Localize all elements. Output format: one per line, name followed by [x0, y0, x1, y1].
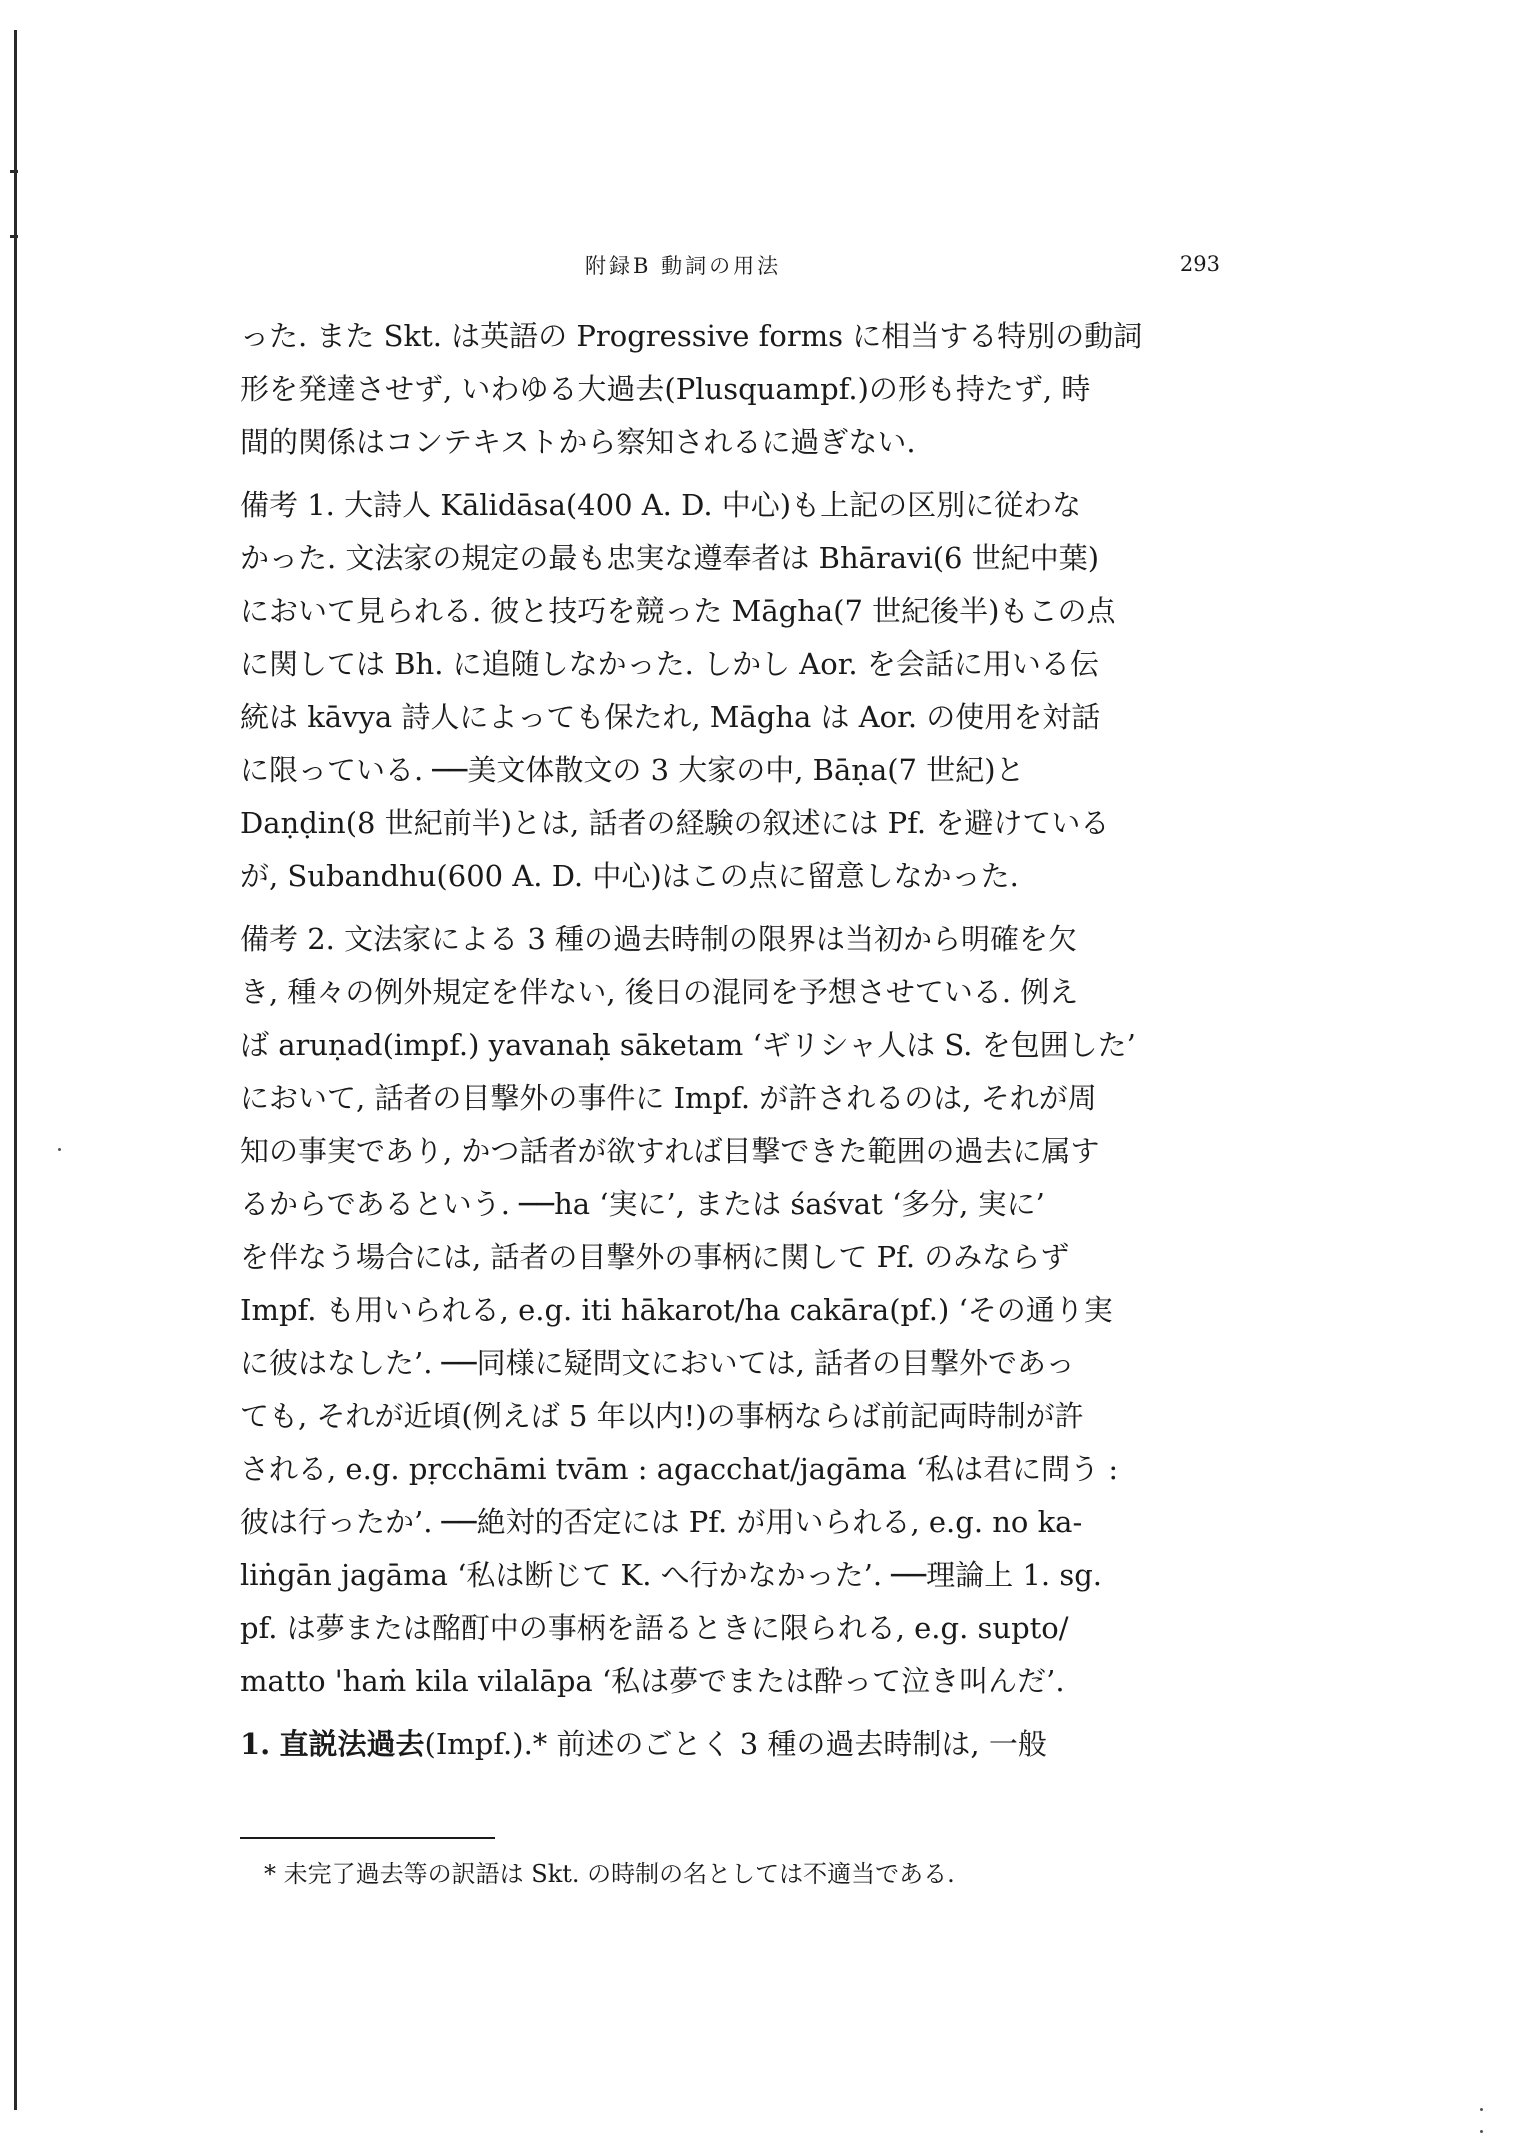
text-line: Impf. も用いられる, e.g. iti hākarot/ha cakāra(pf.) ‘その通り実 — [240, 1293, 1113, 1327]
scan-speck — [1480, 2108, 1483, 2111]
text-line: き, 種々の例外規定を伴ない, 後日の混同を予想させている. 例え — [240, 975, 1079, 1009]
running-head — [240, 250, 1220, 290]
scan-binding-edge — [14, 30, 17, 2110]
text-line: を伴なう場合には, 話者の目撃外の事柄に関して Pf. のみならず — [240, 1240, 1070, 1274]
scan-edge-mark — [10, 235, 18, 238]
text-line: 備考 2. 文法家による 3 種の過去時制の限界は当初から明確を欠 — [240, 922, 1077, 956]
text-line: に関しては Bh. に追随しなかった. しかし Aor. を会話に用いる伝 — [240, 647, 1099, 681]
footnote-rule — [240, 1837, 495, 1839]
page-number: 293 — [1179, 252, 1220, 276]
book-page — [240, 250, 1220, 1891]
text-line: が, Subandhu(600 A. D. 中心)はこの点に留意しなかった. — [240, 859, 1019, 893]
text-line: に限っている. ──美文体散文の 3 大家の中, Bāṇa(7 世紀)と — [240, 753, 1025, 787]
text-line: 統は kāvya 詩人によっても保たれ, Māgha は Aor. の使用を対話 — [240, 700, 1101, 734]
section-heading-rest: (Impf.).* 前述のごとく 3 種の過去時制は, 一般 — [424, 1727, 1047, 1761]
text-line: pf. は夢または酩酊中の事柄を語るときに限られる, e.g. supto/ — [240, 1611, 1069, 1645]
note-1-paragraph — [240, 479, 1220, 903]
text-line: ば aruṇad(impf.) yavanaḥ sāketam ‘ギリシャ人は S. を包囲した’ — [240, 1028, 1136, 1062]
footnote: * 未完了過去等の訳語は Skt. の時制の名としては不適当である. — [264, 1860, 955, 1888]
scan-edge-mark — [10, 170, 18, 173]
text-line: に彼はなした’. ──同様に疑問文においては, 話者の目撃外であっ — [240, 1346, 1075, 1380]
text-line: Daṇḍin(8 世紀前半)とは, 話者の経験の叙述には Pf. を避けている — [240, 806, 1110, 840]
section-number: 1. — [240, 1727, 271, 1761]
opening-paragraph — [240, 310, 1220, 469]
text-line: liṅgān jagāma ‘私は断じて K. へ行かなかった’. ──理論上 1. sg. — [240, 1558, 1103, 1592]
text-line: ても, それが近頃(例えば 5 年以内!)の事柄ならば前記両時制が許 — [240, 1399, 1084, 1433]
text-line: った. また Skt. は英語の Progressive forms に相当する特別の動詞 — [240, 319, 1143, 353]
text-line: において, 話者の目撃外の事件に Impf. が許されるのは, それが周 — [240, 1081, 1097, 1115]
text-line: かった. 文法家の規定の最も忠実な遵奉者は Bhāravi(6 世紀中葉) — [240, 541, 1100, 575]
note-2-paragraph — [240, 913, 1220, 1708]
text-line: 知の事実であり, かつ話者が欲すれば目撃できた範囲の過去に属す — [240, 1134, 1100, 1168]
section-heading-line — [240, 1718, 1220, 1771]
text-line: 備考 1. 大詩人 Kālidāsa(400 A. D. 中心)も上記の区別に従わな — [240, 488, 1082, 522]
scan-speck — [1480, 2130, 1483, 2133]
text-line: matto 'haṁ kila vilalāpa ‘私は夢でまたは酔って泣き叫んだ’. — [240, 1664, 1065, 1698]
section-heading: 直説法過去 — [279, 1727, 425, 1761]
scan-speck — [58, 1148, 61, 1151]
text-line: 彼は行ったか’. ──絶対的否定には Pf. が用いられる, e.g. no ka- — [240, 1505, 1083, 1539]
text-line: 形を発達させず, いわゆる大過去(Plusquampf.)の形も持たず, 時 — [240, 372, 1091, 406]
text-line: される, e.g. pṛcchāmi tvām : agacchat/jagāma ‘私は君に問う : — [240, 1452, 1119, 1486]
body-text — [240, 310, 1220, 1771]
running-title: 附録B 動詞の用法 — [585, 254, 782, 278]
text-line: 間的関係はコンテキストから察知されるに過ぎない. — [240, 425, 916, 459]
text-line: において見られる. 彼と技巧を競った Māgha(7 世紀後半)もこの点 — [240, 594, 1116, 628]
text-line: るからであるという. ──ha ‘実に’, または śaśvat ‘多分, 実に’ — [240, 1187, 1045, 1221]
